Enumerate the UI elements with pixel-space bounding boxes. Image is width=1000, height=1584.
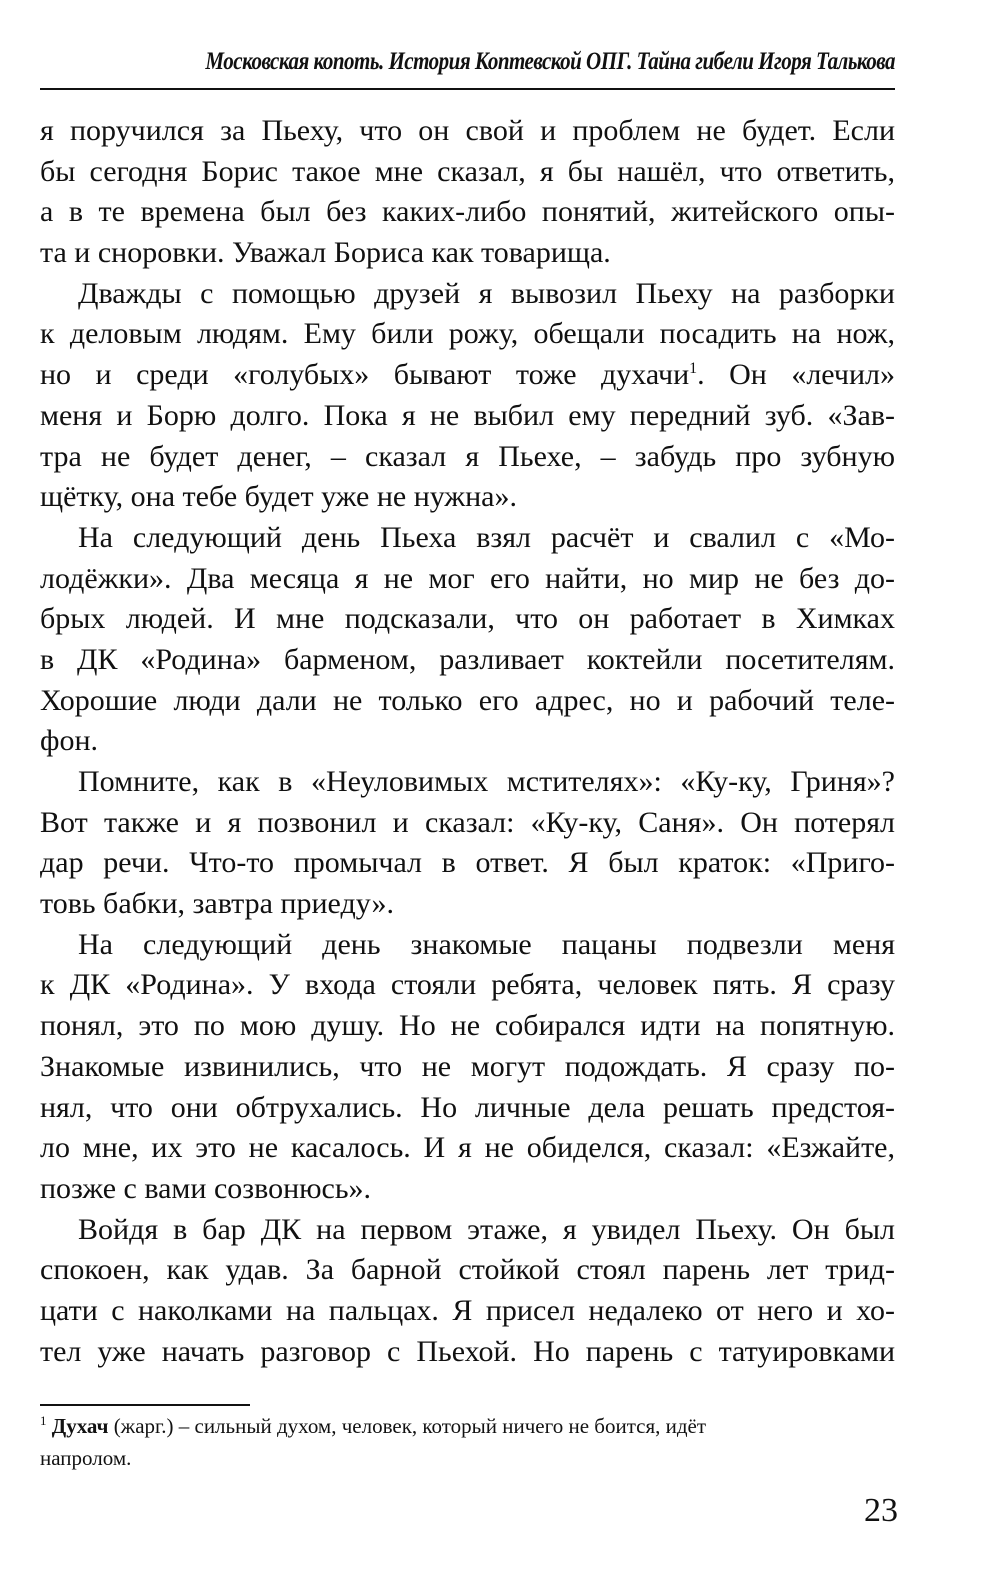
text-line: цати с наколками на пальцах. Я присел недалеко от него и хо- [40,1293,895,1327]
text-line: позже с вами созвонюсь». [40,1171,372,1205]
paragraph [40,925,895,1210]
text-line: дар речи. Что-то промычал в ответ. Я был краток: «Приго- [40,846,895,880]
text-line: к ДК «Родина». У входа стояли ребята, человек пять. Я сразу [40,968,895,1002]
text-line: Вот также и я позвонил и сказал: «Ку-ку, Саня». Он потерял [40,805,895,839]
footnote [40,1410,895,1474]
running-head: Московская копоть. История Коптевской ОПГ. Тайна гибели Игоря Талькова [205,48,896,75]
text-line: я поручился за Пьеху, что он свой и проблем не будет. Если [40,114,895,147]
text-line: тра не будет денег, – сказал я Пьехе, – забудь про зубную [40,439,895,473]
paragraph [40,274,895,518]
text-line: Помните, как в «Неуловимых мстителях»: «Ку-ку, Гриня»? [78,765,895,798]
header-rule [40,88,895,90]
text-line: тел уже начать разговор с Пьехой. Но парень с татуировками [40,1334,895,1368]
text-line: но и среди «голубых» бывают тоже духачи$^1$. Он «лечил» [40,358,895,392]
footnote-separator [40,1404,250,1406]
text-line: На следующий день знакомые пацаны подвезли меня [78,927,895,961]
text-line: брых людей. И мне подсказали, что он работает в Химках [40,602,895,636]
text-line: меня и Борю долго. Пока я не выбил ему передний зуб. «Зав- [40,398,895,432]
text-line: Знакомые извинились, что не могут подождать. Я сразу по- [40,1049,895,1083]
footnote-marker: 1 [40,1413,47,1428]
text-line: к деловым людям. Ему били рожу, обещали посадить на нож, [40,317,895,351]
text-line: понял, это по мою душу. Но не собирался идти на попятную. [40,1009,895,1043]
text-line: ло мне, их это не касалось. И я не обиделся, сказал: «Езжайте, [40,1131,895,1165]
text-line: лодёжки». Два месяца я не мог его найти, но мир не без до- [40,561,895,595]
text-line: щётку, она тебе будет уже не нужна». [40,480,517,514]
footnote-reference[interactable]: 1 [689,360,698,378]
footnote-term: Духач [51,1414,109,1438]
text-line: Хорошие люди дали не только его адрес, но и рабочий теле- [40,683,895,717]
text-line: Дважды с помощью друзей я вывозил Пьеху на разборки [78,276,895,310]
text-line: в ДК «Родина» барменом, разливает коктейли посетителям. [40,642,895,676]
text-line: нял, что они обтрухались. Но личные дела решать предстоя- [40,1090,895,1124]
paragraph [40,1210,895,1373]
text-line: та и сноровки. Уважал Бориса как товарища. [40,236,611,270]
text-line: На следующий день Пьеха взял расчёт и свалил с «Мо- [78,520,895,554]
footnote-definition: (жарг.) – сильный духом, человек, который ничего не боится, идёт [108,1414,707,1438]
footnote-line-2: напролом. [40,1446,132,1470]
text-line: фон. [40,724,98,758]
footnote-line-1 [40,1410,895,1442]
text-line: бы сегодня Борис такое мне сказал, я бы нашёл, что ответить, [40,154,895,188]
text-line: спокоен, как удав. За барной стойкой стоял парень лет трид- [40,1253,895,1287]
text-line: товь бабки, завтра приеду». [40,887,394,921]
paragraph [40,111,895,274]
body-text [40,111,895,1372]
text-line: Войдя в бар ДК на первом этаже, я увидел Пьеху. Он был [78,1212,895,1246]
text-line: а в те времена был без каких-либо понятий, житейского опы- [40,195,895,229]
paragraph [40,762,895,925]
paragraph [40,518,895,762]
page-number: 23 [864,1492,898,1529]
